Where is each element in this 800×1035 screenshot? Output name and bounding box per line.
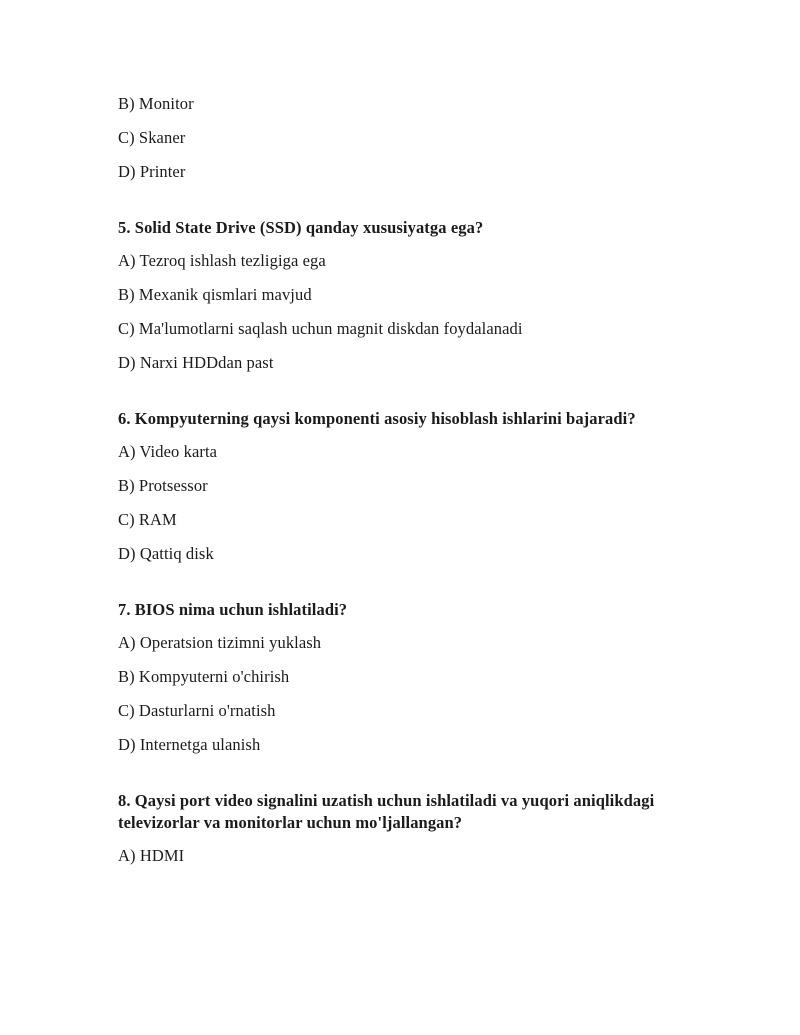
answer-option: B) Protsessor <box>118 476 208 495</box>
answer-option: B) Kompyuterni o'chirish <box>118 667 290 686</box>
answer-option: C) Dasturlarni o'rnatish <box>118 701 276 720</box>
answer-option: D) Qattiq disk <box>118 544 214 563</box>
answer-option: A) HDMI <box>118 846 185 865</box>
answer-option: D) Narxi HDDdan past <box>118 353 274 372</box>
question-6-heading: 6. Kompyuterning qaysi komponenti asosiy hisoblash ishlarini bajaradi? <box>118 409 636 428</box>
answer-option: D) Internetga ulanish <box>118 735 261 754</box>
answer-option: B) Monitor <box>118 94 194 113</box>
answer-option: D) Printer <box>118 162 186 181</box>
answer-option: A) Operatsion tizimni yuklash <box>118 633 322 652</box>
answer-option: A) Video karta <box>118 442 218 461</box>
answer-option: C) Ma'lumotlarni saqlash uchun magnit diskdan foydalanadi <box>118 319 523 338</box>
question-5-heading: 5. Solid State Drive (SSD) qanday xususiyatga ega? <box>118 218 484 237</box>
answer-option: A) Tezroq ishlash tezligiga ega <box>118 251 326 270</box>
question-7-heading: 7. BIOS nima uchun ishlatiladi? <box>118 600 348 619</box>
answer-option: C) Skaner <box>118 128 186 147</box>
answer-option: C) RAM <box>118 510 177 529</box>
question-8-heading: 8. Qaysi port video signalini uzatish uchun ishlatiladi va yuqori aniqlikdagi televizorlar va monitorlar uchun mo'ljallangan? <box>118 791 655 832</box>
answer-option: B) Mexanik qismlari mavjud <box>118 285 312 304</box>
